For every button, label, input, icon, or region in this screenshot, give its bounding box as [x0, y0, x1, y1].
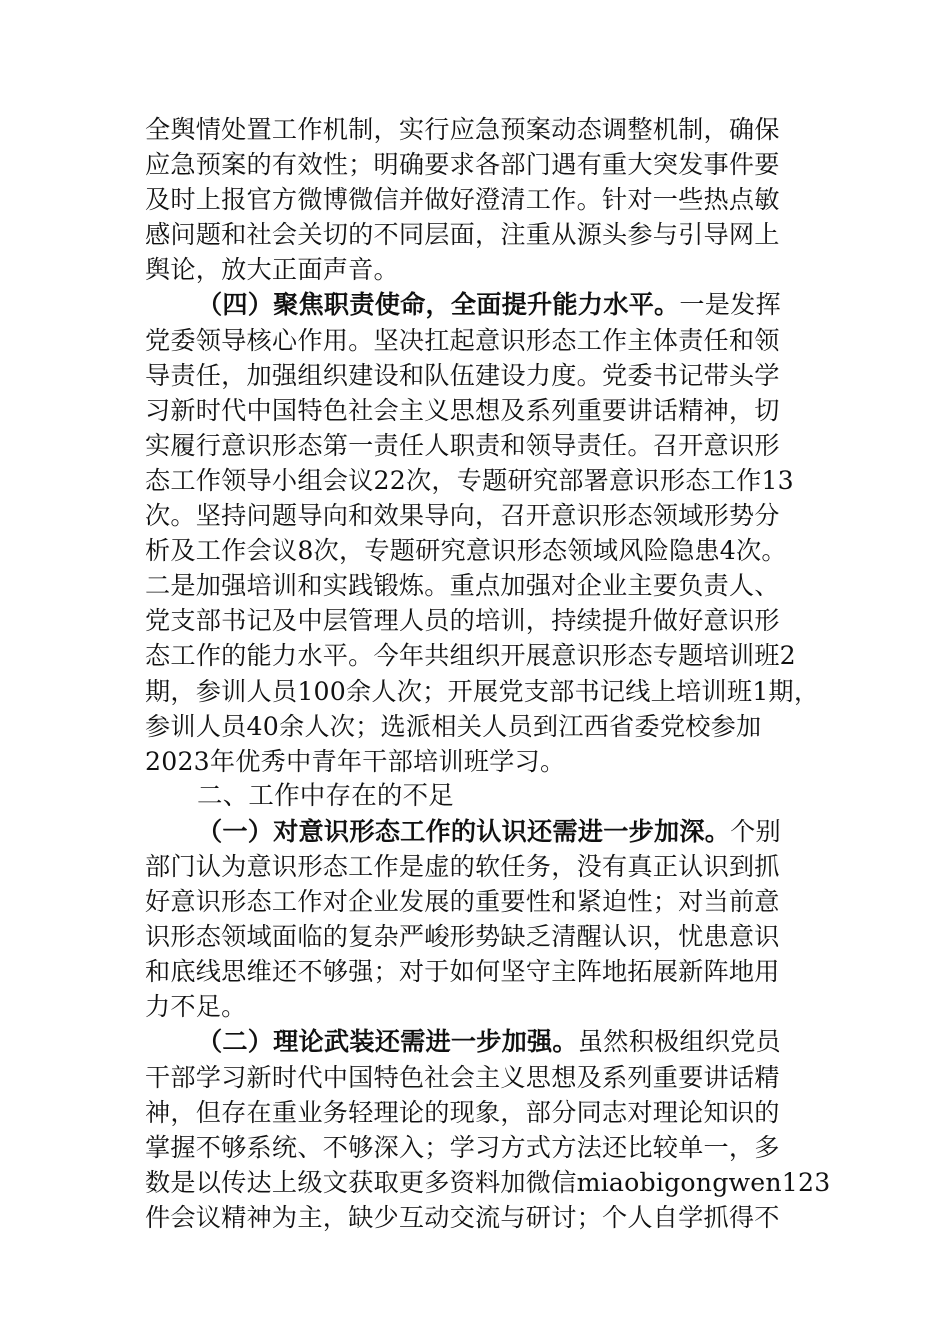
text-line: 和底线思维还不够强；对于如何坚守主阵地拓展新阵地用 [145, 957, 780, 987]
text-line: 态工作领导小组会议22次，专题研究部署意识形态工作13 [145, 465, 794, 495]
text-fragment: 一是发挥 [679, 290, 781, 320]
section-heading-shortcomings: 二、工作中存在的不足 [197, 780, 455, 811]
document-page [145, 112, 831, 1235]
text-line: 及时上报官方微博微信并做好澄清工作。针对一些热点敏 [145, 185, 780, 215]
paragraph-duty-mission [145, 287, 820, 778]
text-line: 全舆情处置工作机制，实行应急预案动态调整机制，确保 [145, 115, 780, 144]
section-lead-4: （四）聚焦职责使命，全面提升能力水平。 [197, 289, 680, 320]
text-line [145, 1024, 807, 1059]
text-line: 参训人员40余人次；选派相关人员到江西省委党校参加 [145, 711, 762, 741]
text-line [145, 814, 807, 849]
text-line: 党委领导核心作用。坚决扛起意识形态工作主体责任和领 [145, 325, 780, 355]
text-line: 次。坚持问题导向和效果导向，召开意识形态领域形势分 [145, 501, 780, 531]
text-line: 应急预案的有效性；明确要求各部门遇有重大突发事件要 [145, 150, 780, 180]
paragraph-awareness [145, 814, 807, 1025]
text-line: 部门认为意识形态工作是虚的软任务，没有真正认识到抓 [145, 851, 780, 881]
text-line: 件会议精神为主，缺少互动交流与研讨；个人自学抓得不 [145, 1202, 780, 1232]
text-line: 神，但存在重业务轻理论的现象，部分同志对理论知识的 [145, 1097, 780, 1127]
text-line: 党支部书记及中层管理人员的培训，持续提升做好意识形 [145, 606, 780, 636]
text-line: 2023年优秀中青年干部培训班学习。 [145, 746, 566, 776]
text-line: 力不足。 [145, 992, 247, 1022]
section-lead-2: （二）理论武装还需进一步加强。 [197, 1026, 578, 1057]
text-line: 二是加强培训和实践锻炼。重点加强对企业主要负责人、 [145, 571, 780, 601]
text-fragment: 个别 [730, 816, 781, 846]
text-line: 析及工作会议8次，专题研究意识形态领域风险隐患4次。 [145, 536, 787, 566]
paragraph-public-opinion [145, 112, 807, 287]
text-line: 导责任，加强组织建设和队伍建设力度。党委书记带头学 [145, 360, 780, 390]
text-line: 识形态领域面临的复杂严峻形势缺乏清醒认识，忧患意识 [145, 922, 780, 952]
section-lead-1: （一）对意识形态工作的认识还需进一步加深。 [197, 815, 731, 846]
text-line: 实履行意识形态第一责任人职责和领导责任。召开意识形 [145, 430, 780, 460]
text-line [145, 287, 807, 322]
text-line: 习新时代中国特色社会主义思想及系列重要讲话精神，切 [145, 395, 780, 425]
text-line: 数是以传达上级文获取更多资料加微信miaobigongwen123 [145, 1167, 831, 1197]
text-fragment: 虽然积极组织党员 [577, 1027, 781, 1057]
text-line: 期，参训人员100余人次；开展党支部书记线上培训班1期， [145, 676, 820, 706]
text-line: 舆论，放大正面声音。 [145, 255, 399, 285]
text-line: 干部学习新时代中国特色社会主义思想及系列重要讲话精 [145, 1062, 780, 1092]
text-line: 掌握不够系统、不够深入；学习方式方法还比较单一，多 [145, 1132, 780, 1162]
text-line: 态工作的能力水平。今年共组织开展意识形态专题培训班2 [145, 641, 796, 671]
paragraph-theory [145, 1024, 831, 1235]
text-line: 感问题和社会关切的不同层面，注重从源头参与引导网上 [145, 220, 780, 250]
text-line: 好意识形态工作对企业发展的重要性和紧迫性；对当前意 [145, 887, 780, 917]
